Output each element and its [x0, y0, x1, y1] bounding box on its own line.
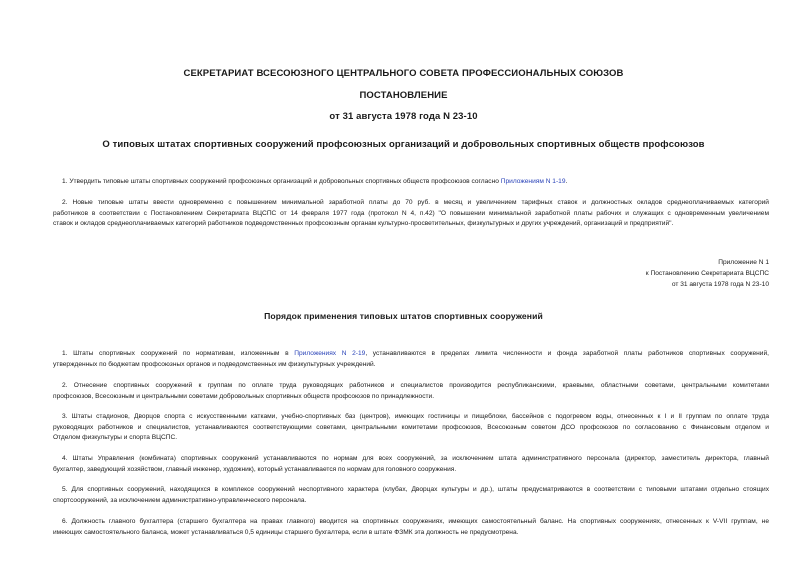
- order-paragraph-5: [53, 485, 769, 506]
- order-paragraph-1: [53, 349, 769, 370]
- order-p1-text-end: , устанавливаются в пределах лимита численности и фонда заработной платы работников спортивных сооружений,: [365, 350, 769, 357]
- decree-p1-end: .: [565, 178, 568, 185]
- order-p3-line2: руководящих работников и специалистов, устанавливаются соответствующими советами, центральными комитетами профсоюзов, Всесоюзным советом ДСО профсоюзов по согласованию с Финансовым отделом и: [53, 423, 769, 431]
- order-paragraph-6: [53, 517, 769, 538]
- order-p4-line2: бухгалтер, заведующий хозяйством, главный инженер, художник), который устанавливается по нормам для головного сооружения.: [53, 465, 457, 473]
- order-p4-line1: 4. Штаты Управления (комбината) спортивных сооружений устанавливаются по нормам для всех сооружений, за исключением штата административного персонала (директор, заместитель директора, главный: [62, 455, 769, 462]
- appendix-line-2: к Постановлению Секретариата ВЦСПС: [645, 270, 769, 277]
- order-paragraph-2: [53, 381, 769, 402]
- decree-p2-line1: 2. Новые типовые штаты ввести одновременно с повышением минимальной заработной платы до 70 руб. в месяц и увеличением тарифных ставок и должностных окладов среднеоплачиваемых категорий: [62, 199, 769, 206]
- order-p1-line1: [53, 349, 769, 360]
- order-p3-line3: Отделом физкультуры и спорта ВЦСПС.: [53, 434, 178, 441]
- order-p1-line2: утвержденных по бюджетам профсоюзных органов и подведомственных им физкультурных учреждений.: [53, 360, 376, 368]
- appendix-line-3: от 31 августа 1978 года N 23-10: [671, 281, 769, 288]
- decree-p1-text: 1. Утвердить типовые штаты спортивных сооружений профсоюзных организаций и добровольных спортивных обществ профсоюзов согласно: [62, 178, 501, 185]
- appendix-line-1: Приложение N 1: [718, 259, 769, 266]
- order-p2-line2: профсоюзов, Всесоюзным и центральными советами добровольных спортивных обществ профсоюзов по принадлежности.: [53, 392, 435, 400]
- document-date-number: от 31 августа 1978 года N 23-10: [329, 111, 478, 122]
- appendix-2-19-link[interactable]: Приложениях N 2-19: [294, 350, 366, 357]
- order-p2-line1: 2. Отнесение спортивных сооружений к группам по оплате труда руководящих работников и специалистов производится республиканскими, краевыми, областными советами, центральными комитетами: [62, 382, 769, 389]
- order-p6-line2: имеющих самостоятельного баланса, может устанавливаться 0,5 единицы старшего бухгалтера, если в штате ФЗМК эта должность не предусмотрена.: [53, 528, 519, 536]
- order-p5-line2: спортсооружений, за исключением административно-управленческого персонала.: [53, 496, 307, 504]
- document-type: ПОСТАНОВЛЕНИЕ: [359, 90, 448, 101]
- organization-title: СЕКРЕТАРИАТ ВСЕСОЮЗНОГО ЦЕНТРАЛЬНОГО СОВЕТА ПРОФЕССИОНАЛЬНЫХ СОЮЗОВ: [183, 68, 624, 79]
- order-p1-text: 1. Штаты спортивных сооружений по нормативам, изложенным в: [62, 350, 295, 357]
- order-p6-line1: 6. Должность главного бухгалтера (старшего бухгалтера на правах главного) вводится на спортивных сооружениях, имеющих самостоятельный баланс. На спортивных сооружениях, отнесенных к V-VII группам, не: [62, 518, 769, 525]
- order-p5-line1: 5. Для спортивных сооружений, находящихся в комплексе сооружений неспортивного характера (клубах, Дворцах культуры и др.), штаты предусматриваются в соответствии с типовыми штатами отдельно стоящих: [62, 486, 769, 493]
- order-title: Порядок применения типовых штатов спортивных сооружений: [264, 311, 543, 321]
- appendix-1-19-link[interactable]: Приложениям N 1-19: [500, 178, 566, 185]
- order-paragraph-3: [53, 412, 769, 444]
- order-paragraph-4: [53, 454, 769, 475]
- order-p3-line1: 3. Штаты стадионов, Дворцов спорта с искусственными катками, учебно-спортивных баз (центров), имеющих гостиницы и пищеблоки, бассейнов с подогревом воды, отнесенных к I и II группам по оплате труда: [62, 413, 769, 420]
- decree-p2-line2: работников в соответствии с Постановлением Секретариата ВЦСПС от 14 февраля 1977 года (протокол N 4, п.42) "О повышении минимальной заработной платы рабочих и служащих с одновременным увеличением: [53, 209, 769, 217]
- decree-paragraph-2: [53, 198, 769, 230]
- decree-paragraph-1: [53, 177, 769, 188]
- document-subject: О типовых штатах спортивных сооружений профсоюзных организаций и добровольных спортивных обществ профсоюзов: [102, 139, 705, 150]
- decree-p2-line3: ставок и окладов среднеоплачиваемых категорий работников подведомственных профсоюзным органам культурно-просветительных, физкультурных и других учреждений, организаций и предприятий".: [53, 220, 674, 227]
